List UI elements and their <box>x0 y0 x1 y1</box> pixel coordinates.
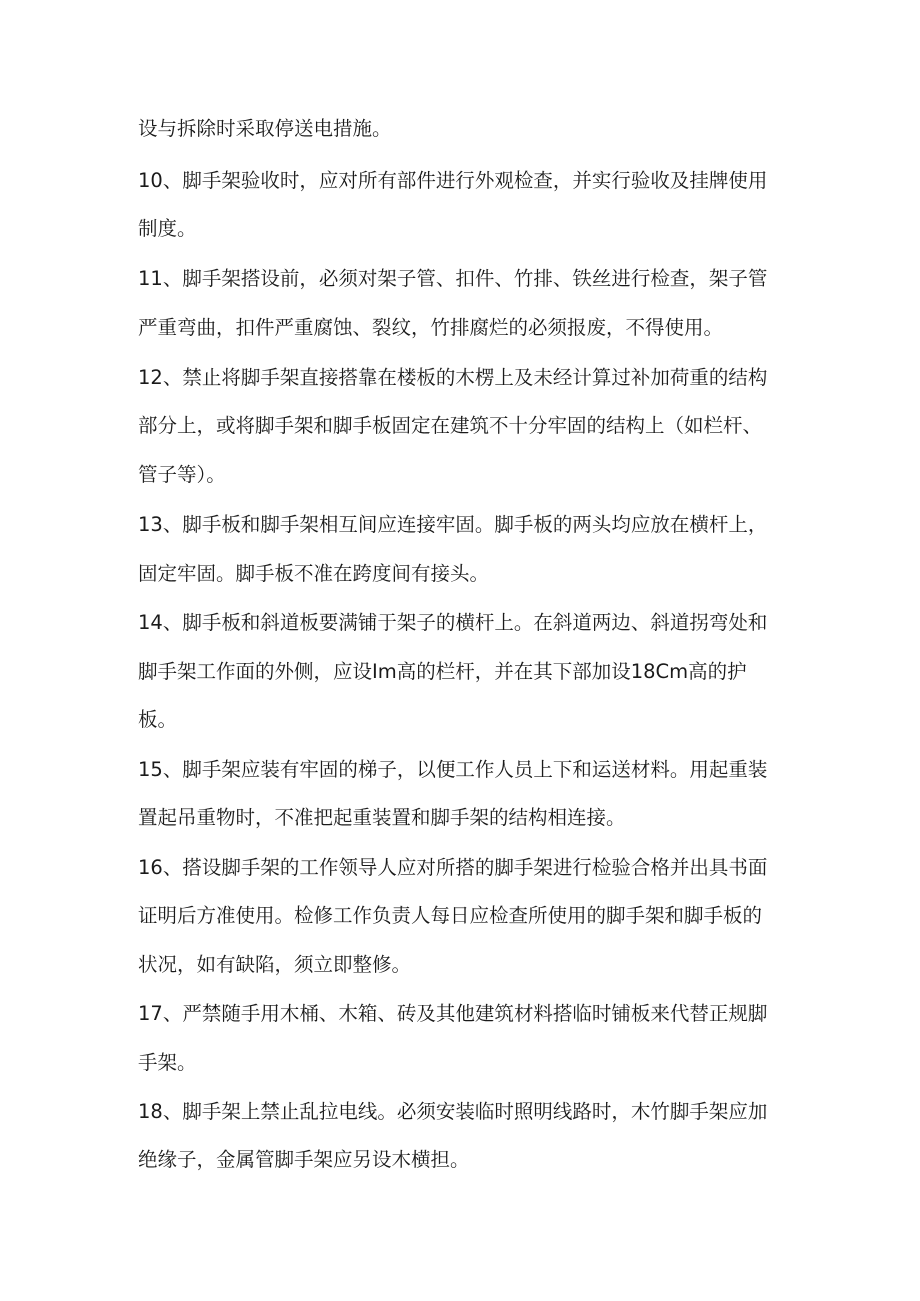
text-line: 13、脚手板和脚手架相互间应连接牢固。脚手板的两头均应放在横杆上， <box>138 513 768 536</box>
text-line: 15、脚手架应装有牢固的梯子，以便工作人员上下和运送材料。用起重装 <box>138 758 768 781</box>
text-line: 17、严禁随手用木桶、木箱、砖及其他建筑材料搭临时铺板来代替正规脚 <box>138 1002 768 1025</box>
text-line: 12、禁止将脚手架直接搭靠在楼板的木楞上及未经计算过补加荷重的结构 <box>138 366 768 389</box>
text-line: 制度。 <box>138 217 197 240</box>
text-line: 绝缘子，金属管脚手架应另设木横担。 <box>138 1148 470 1171</box>
text-line: 部分上，或将脚手架和脚手板固定在建筑不十分牢固的结构上（如栏杆、 <box>138 414 763 437</box>
text-line: 手架。 <box>138 1051 197 1074</box>
text-line: 证明后方准使用。检修工作负责人每日应检查所使用的脚手架和脚手板的 <box>138 904 763 927</box>
text-line: 状况，如有缺陷，须立即整修。 <box>138 953 412 976</box>
text-line: 管子等）。 <box>138 463 226 486</box>
text-line: 固定牢固。脚手板不准在跨度间有接头。 <box>138 562 490 585</box>
text-line: 设与拆除时采取停送电措施。 <box>138 117 392 140</box>
text-line: 严重弯曲，扣件严重腐蚀、裂纹，竹排腐烂的必须报废，不得使用。 <box>138 316 724 339</box>
text-line: 置起吊重物时，不准把起重装置和脚手架的结构相连接。 <box>138 806 626 829</box>
text-line: 板。 <box>138 708 178 731</box>
text-line: 11、脚手架搭设前，必须对架子管、扣件、竹排、铁丝进行检查，架子管 <box>138 267 768 290</box>
text-line: 14、脚手板和斜道板要满铺于架子的横杆上。在斜道两边、斜道拐弯处和 <box>138 611 768 634</box>
text-line: 10、脚手架验收时，应对所有部件进行外观检查，并实行验收及挂牌使用 <box>138 169 768 192</box>
text-line: 18、脚手架上禁止乱拉电线。必须安装临时照明线路时，木竹脚手架应加 <box>138 1100 768 1123</box>
text-line: 16、搭设脚手架的工作领导人应对所搭的脚手架进行检验合格并出具书面 <box>138 856 768 879</box>
text-line: 脚手架工作面的外侧，应设Im高的栏杆，并在其下部加设18Cm高的护 <box>138 660 747 683</box>
